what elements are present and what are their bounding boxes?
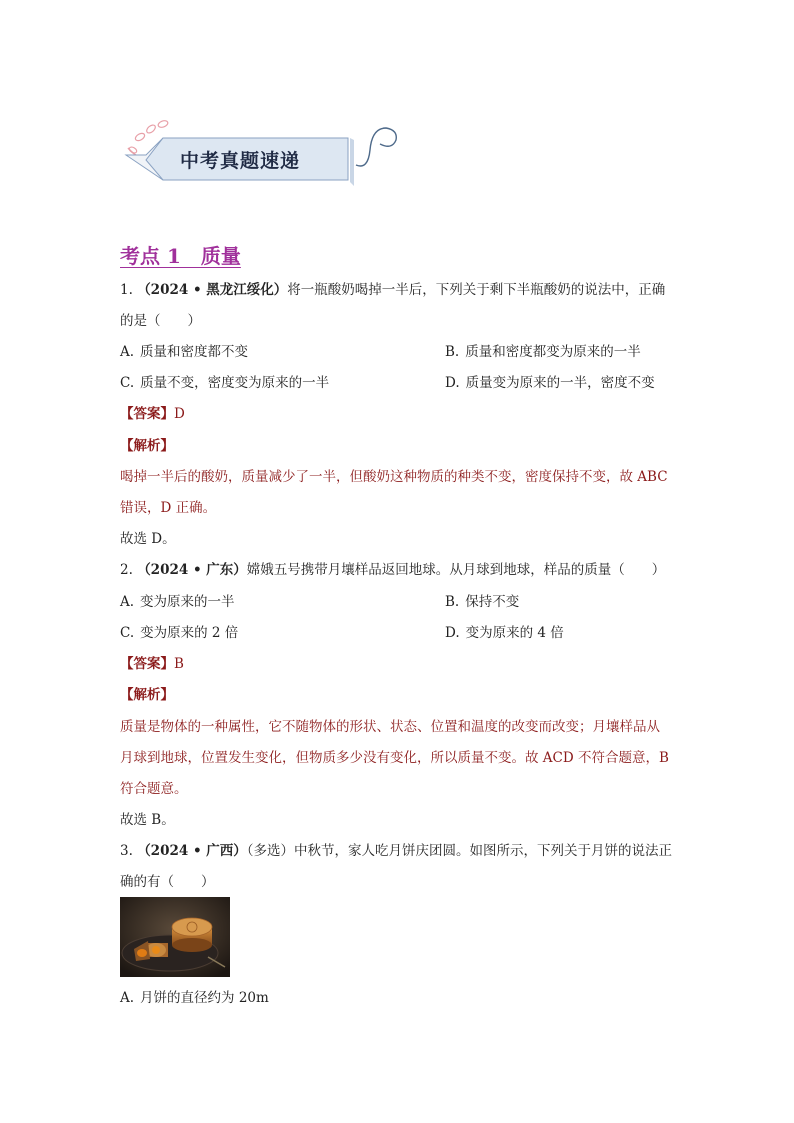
question-stem-text: 嫦娥五号携带月壤样品返回地球。从月球到地球，样品的质量（ ）	[246, 562, 666, 578]
question-tag: （多选）	[246, 843, 295, 859]
question-number: 1.	[120, 282, 133, 298]
question-3-stem-cont: 确的有（ ）	[120, 874, 215, 890]
option-text: 质量和密度都变为原来的一半	[465, 344, 641, 360]
option-text: 质量和密度都不变	[140, 344, 249, 360]
answer-label: 【答案】	[120, 656, 174, 672]
question-stem-text: 将一瓶酸奶喝掉一半后，下列关于剩下半瓶酸奶的说法中，正确	[287, 282, 666, 298]
question-2-analysis-label: 【解析】	[120, 687, 174, 703]
question-3-option-a	[120, 989, 269, 1007]
question-1-option-d	[445, 374, 655, 392]
question-2-option-d	[445, 624, 564, 642]
question-2-conclusion: 故选 B。	[120, 812, 175, 828]
option-text: 变为原来的 4 倍	[465, 625, 564, 641]
question-1-stem	[120, 281, 665, 299]
question-1-answer	[120, 405, 185, 423]
question-2-analysis-line: 质量是物体的一种属性，它不随物体的形状、状态、位置和温度的改变而改变；月壤样品从	[120, 719, 660, 735]
option-letter: B.	[445, 594, 460, 610]
answer-value: D	[174, 406, 185, 422]
mooncake-photo	[120, 897, 230, 977]
option-letter: A.	[120, 344, 135, 360]
section-heading: 考点 1 质量	[120, 244, 241, 268]
option-letter: A.	[120, 594, 135, 610]
option-text: 变为原来的 2 倍	[140, 625, 239, 641]
banner-title: 中考真题速递	[180, 150, 301, 172]
question-1-analysis-line: 错误，D 正确。	[120, 500, 217, 516]
option-letter: D.	[445, 375, 460, 391]
question-1-conclusion: 故选 D。	[120, 531, 176, 547]
option-text: 质量变为原来的一半，密度不变	[465, 375, 655, 391]
answer-label: 【答案】	[120, 406, 174, 422]
question-source: （2024 • 黑龙江绥化）	[137, 282, 288, 298]
question-2-analysis-line: 符合题意。	[120, 781, 188, 797]
question-2-answer	[120, 655, 184, 673]
question-2-option-c	[120, 624, 238, 642]
question-number: 3.	[120, 843, 133, 859]
question-1-option-a	[120, 343, 248, 361]
question-source: （2024 • 广西）	[137, 843, 247, 859]
question-2-option-a	[120, 593, 235, 611]
question-1-stem-cont: 的是（ ）	[120, 313, 201, 329]
question-source: （2024 • 广东）	[137, 562, 247, 578]
question-1-option-c	[120, 374, 329, 392]
option-text: 变为原来的一半	[140, 594, 235, 610]
question-3-stem	[120, 842, 672, 860]
question-number: 2.	[120, 562, 133, 578]
option-text: 保持不变	[465, 594, 520, 610]
option-letter: A.	[120, 990, 135, 1006]
option-letter: C.	[120, 375, 135, 391]
question-1-analysis-line: 喝掉一半后的酸奶，质量减少了一半，但酸奶这种物质的种类不变，密度保持不变，故 ABC	[120, 469, 668, 485]
option-letter: C.	[120, 625, 135, 641]
option-text: 质量不变，密度变为原来的一半	[140, 375, 330, 391]
question-2-option-b	[445, 593, 519, 611]
question-2-stem	[120, 561, 665, 579]
option-letter: D.	[445, 625, 460, 641]
question-2-analysis-line: 月球到地球，位置发生变化，但物质多少没有变化，所以质量不变。故 ACD 不符合题意，B	[120, 750, 669, 766]
question-1-analysis-label: 【解析】	[120, 438, 174, 454]
question-stem-text: 中秋节，家人吃月饼庆团圆。如图所示，下列关于月饼的说法正	[294, 843, 673, 859]
option-letter: B.	[445, 344, 460, 360]
answer-value: B	[174, 656, 184, 672]
option-text: 月饼的直径约为 20m	[140, 990, 269, 1006]
question-1-option-b	[445, 343, 641, 361]
